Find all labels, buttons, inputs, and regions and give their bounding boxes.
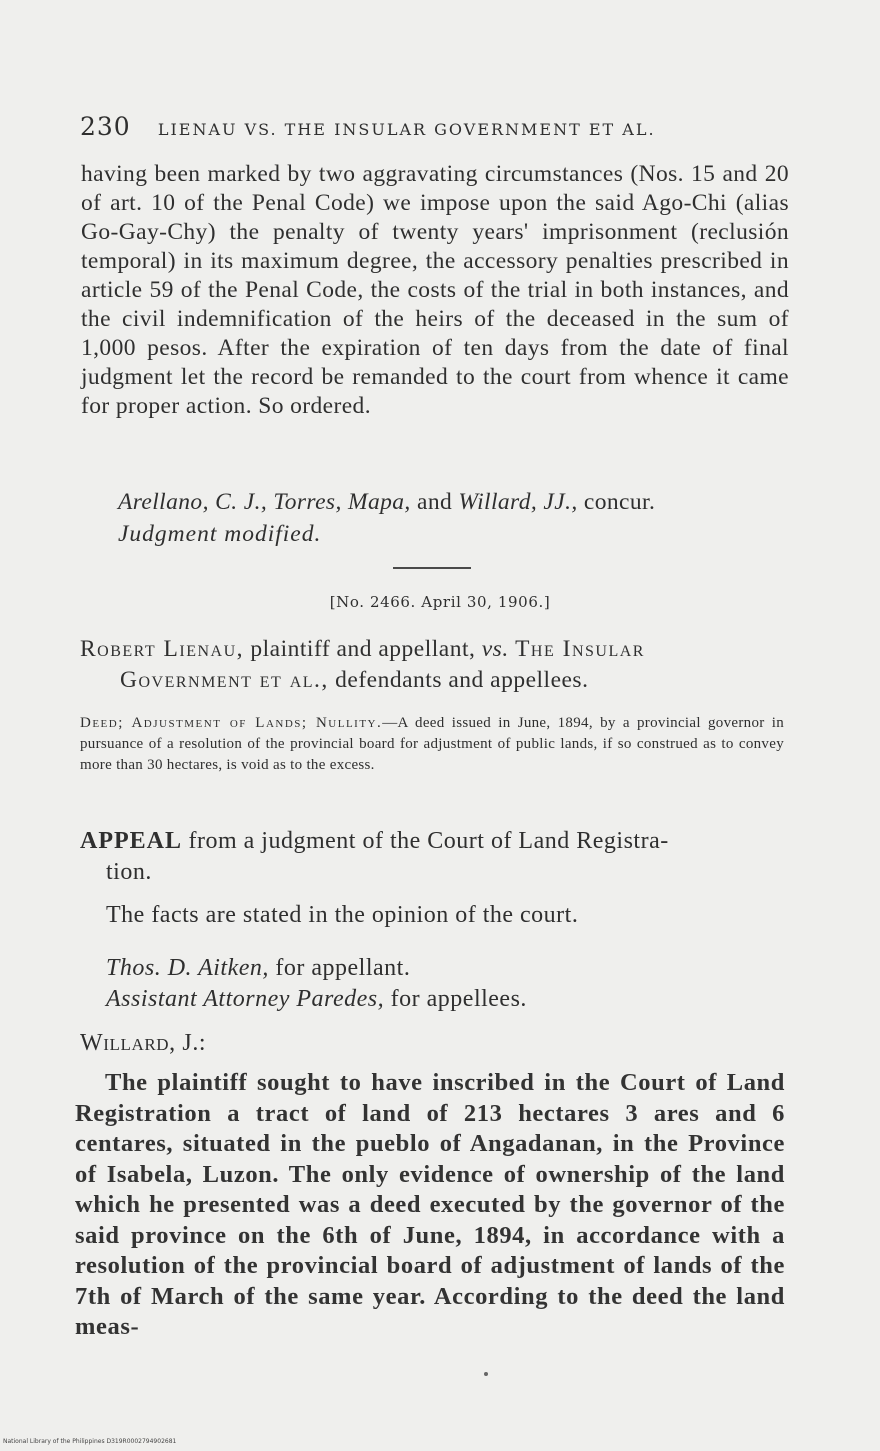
counsel-appellant-name: Thos. D. Aitken,	[106, 955, 269, 981]
concurring-and: and	[417, 489, 453, 515]
syllabus-heading: Deed; Adjustment of Lands; Nullity.	[80, 715, 383, 731]
plaintiff-role: plaintiff and appellant,	[250, 636, 476, 662]
facts-statement: The facts are stated in the opinion of the court.	[106, 902, 579, 928]
section-divider	[393, 567, 471, 569]
page-number: 230	[80, 112, 131, 141]
case-title-line-2	[120, 667, 840, 694]
appeal-statement	[80, 826, 790, 888]
docket-line: [No. 2466. April 30, 1906.]	[329, 593, 551, 611]
running-title: LIENAU VS. THE INSULAR GOVERNMENT ET AL.	[157, 120, 656, 139]
syllabus	[80, 713, 784, 776]
concurrence-line	[118, 488, 793, 517]
appeal-lead: APPEAL	[80, 828, 182, 854]
appeal-text: from a judgment of the Court of Land Registra-	[188, 828, 669, 854]
appeal-continuation: tion.	[106, 859, 152, 885]
concurring-justices: Arellano, C. J., Torres, Mapa,	[118, 489, 411, 515]
counsel-appellees-role: for appellees.	[390, 986, 527, 1012]
opinion-text: The plaintiff sought to have inscribed in the Court of Land Registration a tract of land of 213 hectares 3 ares and 6 centares, situated in the pueblo of Angadanan, in the Province of Isabela, Luzon. The only evidence of ownership of the land which he presented was a deed executed by the governor of the said province on the 6th of June, 1894, in accordance with a resolution of the provincial board of adjustment of lands of the 7th of March of the same year. According to the deed the land meas-	[75, 1069, 785, 1340]
syllabus-text: —A deed issued in June, 1894, by a provincial governor in pursuance of a resolution of the provincial board for adjustment of public lands, if so construed as to convey more than 30 hectares, is void as to the excess.	[80, 715, 785, 773]
defendant-name-end: Government et al.,	[120, 667, 329, 693]
plaintiff-name: Robert Lienau,	[80, 636, 245, 662]
counsel-appellees	[106, 986, 796, 1013]
running-head	[80, 112, 800, 146]
case-title-line-1	[80, 636, 800, 663]
scan-footer-note: National Library of the Philippines D319R0002794902681	[3, 1438, 177, 1445]
concurring-last-justice: Willard, JJ.,	[458, 489, 578, 515]
concurring-verb: concur.	[583, 489, 656, 515]
counsel-appellant	[106, 955, 796, 982]
scan-speck	[484, 1372, 488, 1376]
opinion-author: Willard, J.:	[80, 1030, 207, 1056]
defendant-name-start: The Insular	[515, 636, 645, 662]
counsel-appellant-role: for appellant.	[275, 955, 411, 981]
judgment-result: Judgment modified.	[118, 521, 322, 547]
preceding-case-paragraph: having been marked by two aggravating circumstances (Nos. 15 and 20 of art. 10 of the Penal Code) we impose upon the said Ago-Chi (alias Go-Gay-Chy) the penalty of twenty years' imprisonment (reclusión temporal) in its maximum degree, the accessory penalties prescribed in article 59 of the Penal Code, the costs of the trial in both instances, and the civil indemnification of the heirs of the deceased in the sum of 1,000 pesos. After the expiration of ten days from the date of final judgment let the record be remanded to the court from whence it came for proper action. So ordered.	[81, 161, 789, 419]
defendant-role: defendants and appellees.	[335, 667, 589, 693]
counsel-appellees-name: Assistant Attorney Paredes,	[106, 986, 385, 1012]
opinion-paragraph	[75, 1068, 785, 1343]
versus: vs.	[481, 636, 509, 662]
